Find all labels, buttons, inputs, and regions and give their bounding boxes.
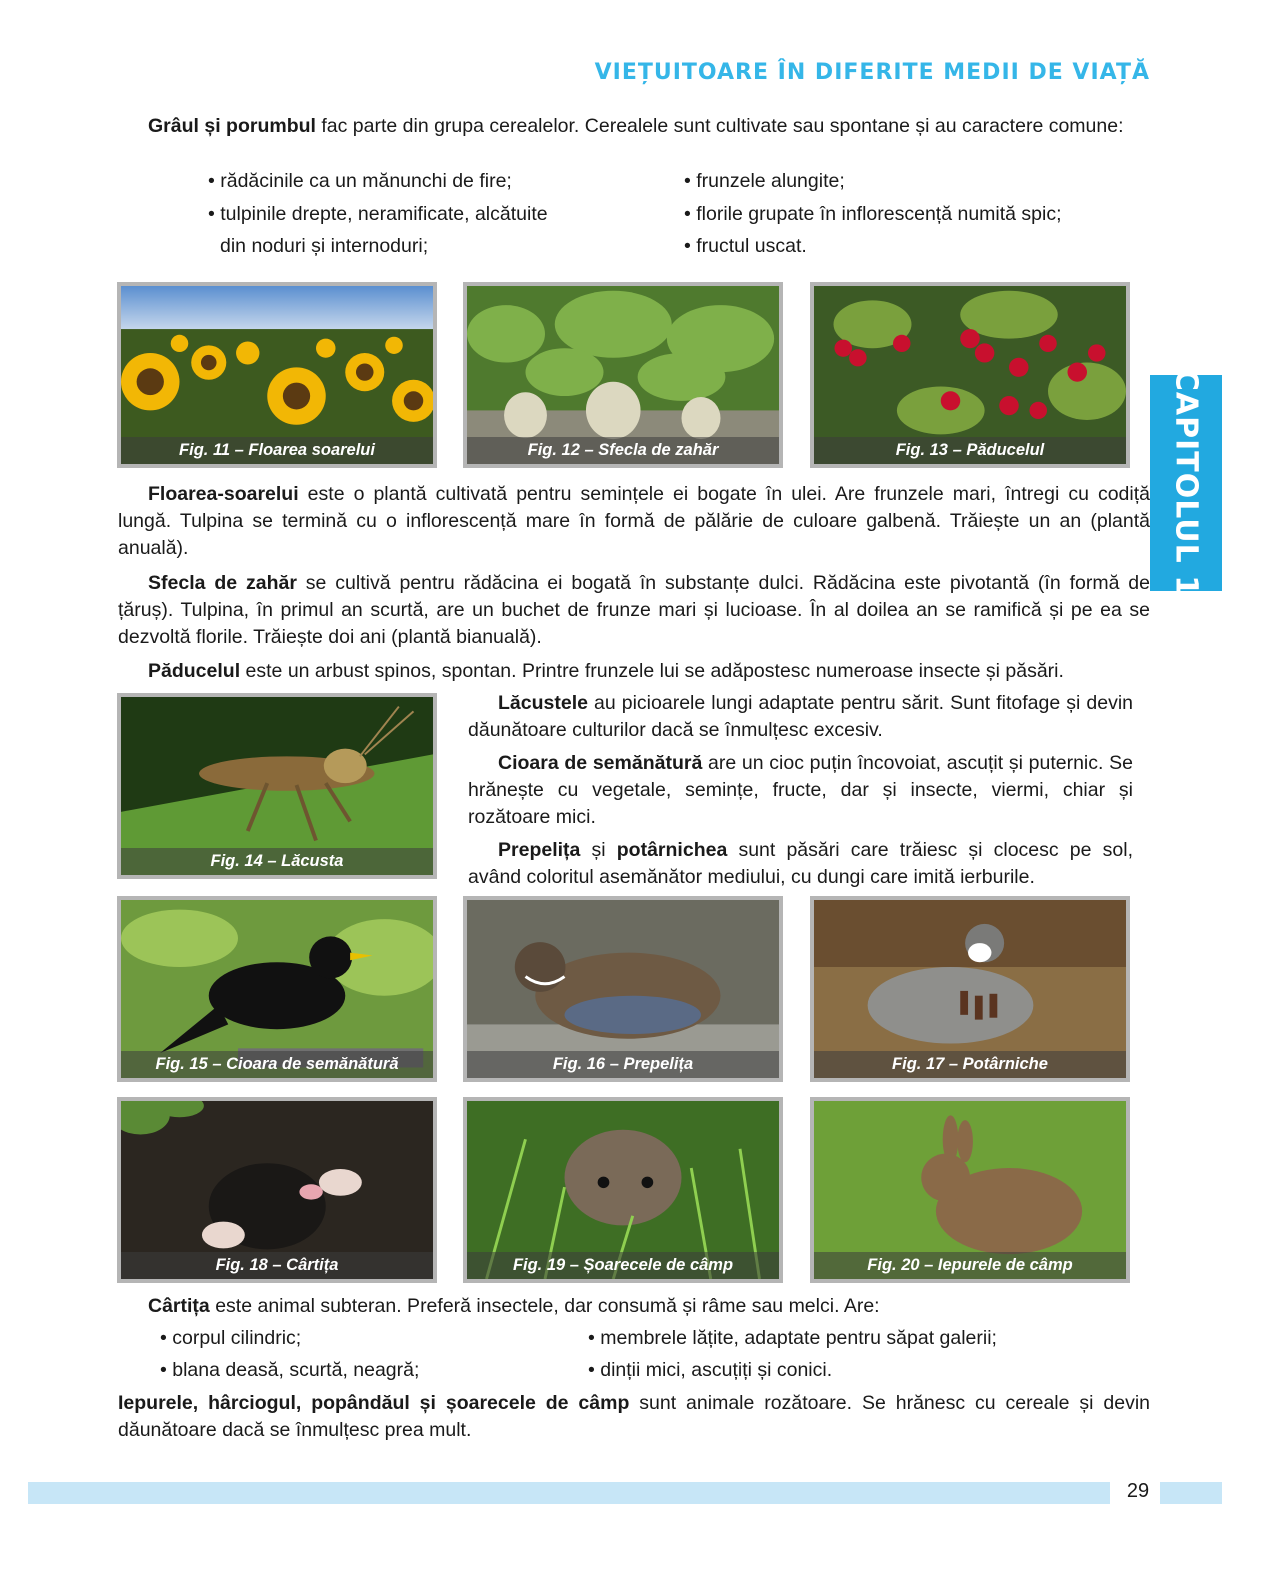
cereal-feature: din noduri și internoduri; [220,235,429,257]
quail-and: și [580,839,617,861]
mole-feature: • corpul cilindric; [160,1327,302,1349]
rodents-bold: Iepurele, hârciogul, popândăul și șoarecele de câmp [118,1392,630,1414]
sugar-beet-paragraph [118,570,1150,651]
hawthorn-bold: Păducelul [148,660,241,682]
mole-text: este animal subteran. Preferă insectele, dar consumă și râme sau melci. Are: [209,1295,880,1317]
intro-text: fac parte din grupa cerealelor. Cerealele sunt cultivate sau spontane și au caractere comune: [315,115,1124,137]
hawthorn-paragraph [118,658,1150,685]
crow-text: are un cioc puțin încovoiat, ascuțit și puternic. Se hrănește cu vegetale, semințe, fructe, dar și insecte, viermi, chiar și rozătoare mici. [468,752,1133,828]
chapter-header: VIEȚUITOARE ÎN DIFERITE MEDII DE VIAȚĂ [594,60,1150,85]
sugar-beet-bold: Sfecla de zahăr [148,572,297,594]
intro-bold: Grâul și porumbul [148,115,316,137]
figure-caption: Fig. 17 – Potârniche [814,1051,1126,1078]
figure-quail [463,896,783,1082]
figure-field-mouse [463,1097,783,1283]
crow-bold: Cioara de semănătură [498,752,703,774]
sunflower-text: este o plantă cultivată pentru semințele ei bogate în ulei. Are frunzele mari, întregi cu codiță lungă. Tulpina se termină cu o inflorescență mare în formă de pălărie de culoare galbenă. Trăiește un an (plantă anuală). [118,483,1150,559]
cereal-feature: • tulpinile drepte, neramificate, alcătuite [208,203,548,225]
cereal-feature: • florile grupate în inflorescență numită spic; [684,203,1062,225]
figure-locust [117,693,437,879]
rodents-paragraph [118,1390,1150,1444]
figure-caption: Fig. 13 – Păducelul [814,437,1126,464]
partridge-bold: potârnichea [616,839,728,861]
cereal-feature: • rădăcinile ca un mănunchi de fire; [208,170,512,192]
footer-bar-right [1160,1482,1222,1504]
figure-caption: Fig. 19 – Șoarecele de câmp [467,1252,779,1279]
figure-caption: Fig. 11 – Floarea soarelui [121,437,433,464]
figure-caption: Fig. 12 – Sfecla de zahăr [467,437,779,464]
cereal-feature: • fructul uscat. [684,235,807,257]
quail-bold: Prepelița [498,839,581,861]
locust-text: au picioarele lungi adaptate pentru sărit. Sunt fitofage și devin dăunătoare culturilor dacă se înmulțesc excesiv. [468,692,1133,741]
cereal-feature: • frunzele alungite; [684,170,845,192]
figure-caption: Fig. 15 – Cioara de semănătură [121,1051,433,1078]
footer-bar-left [28,1482,1110,1504]
rodents-text: sunt animale rozătoare. Se hrănesc cu cereale și devin dăunătoare dacă se înmulțesc prea mult. [118,1392,1150,1441]
mole-paragraph [118,1293,1150,1320]
sunflower-paragraph [118,481,1150,562]
mole-feature: • blana deasă, scurtă, neagră; [160,1359,420,1381]
figure-caption: Fig. 16 – Prepelița [467,1051,779,1078]
figure-caption: Fig. 18 – Cârtița [121,1252,433,1279]
figure-caption: Fig. 14 – Lăcusta [121,848,433,875]
chapter-tab-label: CAPITOLUL 1 [1168,368,1204,598]
quail-partridge-text: sunt păsări care trăiesc și clocesc pe sol, având coloritul asemănător mediului, cu dungi care imită ierburile. [468,839,1133,888]
figure-caption: Fig. 20 – Iepurele de câmp [814,1252,1126,1279]
locust-paragraph [468,690,1133,744]
figure-sugar-beet [463,282,783,468]
figure-partridge [810,896,1130,1082]
page-number: 29 [1126,1480,1150,1502]
hawthorn-text: este un arbust spinos, spontan. Printre frunzele lui se adăpostesc numeroase insecte și păsări. [240,660,1064,682]
figure-hare [810,1097,1130,1283]
mole-bold: Cârtița [148,1295,210,1317]
figure-sunflower [117,282,437,468]
sunflower-bold: Floarea-soarelui [148,483,299,505]
intro-paragraph [118,113,1150,140]
sugar-beet-text: se cultivă pentru rădăcina ei bogată în substanțe dulci. Rădăcina este pivotantă (în formă de țăruș). Tulpina, în primul an scurtă, are un buchet de frunze mari și lucioase. În al doilea an se ramifică și pe ea se dezvoltă florile. Trăiește doi ani (plantă bianuală). [118,572,1150,648]
crow-paragraph [468,750,1133,831]
chapter-tab [1150,368,1222,598]
mole-feature: • membrele lățite, adaptate pentru săpat galerii; [588,1327,997,1349]
quail-partridge-paragraph [468,837,1133,891]
locust-bold: Lăcustele [498,692,588,714]
figure-mole [117,1097,437,1283]
mole-feature: • dinții mici, ascuțiți și conici. [588,1359,833,1381]
figure-hawthorn [810,282,1130,468]
figure-rook [117,896,437,1082]
